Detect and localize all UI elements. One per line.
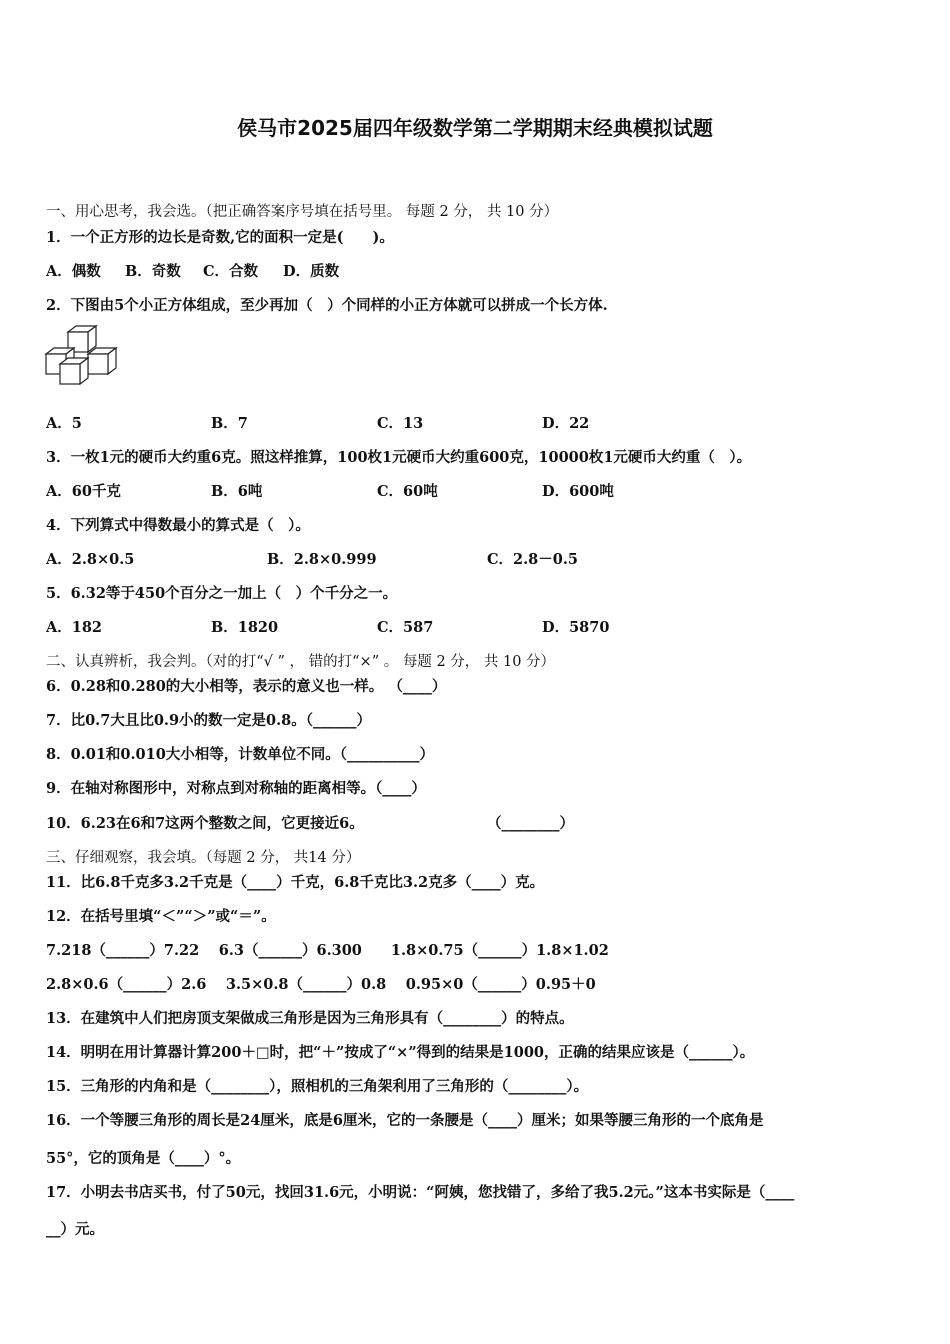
question-9: 9．在轴对称图形中，对称点到对称轴的距离相等。（____）	[46, 780, 426, 797]
section-3-heading: 三、仔细观察，我会填。（每题 2 分， 共14 分）	[46, 850, 361, 866]
question-11: 11．比6.8千克多3.2千克是（____）千克，6.8千克比3.2克多（____）克。	[46, 874, 545, 891]
q4-option-b: B．2.8×0.999	[267, 551, 377, 568]
question-15: 15．三角形的内角和是（________），照相机的三角架利用了三角形的（________）。	[46, 1078, 589, 1095]
q2-option-d: D．22	[542, 415, 590, 432]
q2-option-a: A．5	[46, 415, 82, 432]
question-16-line-1: 16．一个等腰三角形的周长是24厘米，底是6厘米，它的一条腰是（____）厘米；如果等腰三角形的一个底角是	[46, 1112, 764, 1129]
q1-option-c: C．合数	[203, 263, 259, 280]
q5-option-c: C．587	[377, 619, 434, 636]
q5-option-d: D．5870	[542, 619, 610, 636]
question-13: 13．在建筑中人们把房顶支架做成三角形是因为三角形具有（________）的特点。	[46, 1010, 574, 1027]
q5-option-b: B．1820	[211, 619, 279, 636]
q3-option-a: A．60千克	[46, 483, 121, 500]
question-16-line-2: 55°，它的顶角是（____）°。	[46, 1150, 241, 1167]
question-17-line-2: __）元。	[46, 1221, 104, 1238]
question-7: 7．比0.7大且比0.9小的数一定是0.8。（______）	[46, 712, 372, 729]
q4-option-a: A．2.8×0.5	[46, 551, 135, 568]
q5-option-a: A．182	[46, 619, 103, 636]
cubes-figure	[44, 324, 124, 388]
q1-option-a: A．偶数	[46, 263, 101, 280]
q2-option-c: C．13	[377, 415, 424, 432]
question-12: 12．在括号里填“＜”“＞”或“＝”。	[46, 908, 276, 925]
question-10: 10．6.23在6和7这两个整数之间，它更接近6。	[46, 815, 364, 832]
section-2-heading: 二、认真辨析，我会判。（对的打“√ ” ， 错的打“×” 。 每题 2 分， 共 10 分）	[46, 654, 556, 670]
q3-option-c: C．60吨	[377, 483, 438, 500]
question-1: 1．一个正方形的边长是奇数,它的面积一定是( )。	[46, 229, 394, 246]
question-6: 6．0.28和0.280的大小相等，表示的意义也一样。 （____）	[46, 678, 447, 695]
question-3: 3．一枚1元的硬币大约重6克。照这样推算，100枚1元硬币大约重600克，10000枚1元硬币大约重（ ）。	[46, 449, 752, 466]
question-8: 8．0.01和0.010大小相等，计数单位不同。（__________）	[46, 746, 435, 763]
question-2: 2．下图由5个小正方体组成，至少再加（ ）个同样的小正方体就可以拼成一个长方体.	[46, 297, 608, 314]
q12-row-1: 7.218（______）7.22 6.3（______）6.300 1.8×0.75（______）1.8×1.02	[46, 942, 609, 959]
q3-option-d: D．600吨	[542, 483, 614, 500]
q2-option-b: B．7	[211, 415, 248, 432]
question-5: 5．6.32等于450个百分之一加上（ ）个千分之一。	[46, 585, 398, 602]
q4-option-c: C．2.8－0.5	[487, 551, 578, 568]
question-4: 4．下列算式中得数最小的算式是（ ）。	[46, 517, 310, 534]
question-17-line-1: 17．小明去书店买书，付了50元，找回31.6元，小明说：“阿姨，您找错了，多给了我5.2元。”这本书实际是（____	[46, 1184, 795, 1201]
q10-answer-blank: （________）	[487, 815, 574, 832]
q12-row-2: 2.8×0.6（______）2.6 3.5×0.8（______）0.8 0.95×0（______）0.95＋0	[46, 976, 596, 993]
q1-option-d: D．质数	[283, 263, 340, 280]
question-14: 14．明明在用计算器计算200＋□时，把“＋”按成了“×”得到的结果是1000，正确的结果应该是（______）。	[46, 1044, 755, 1061]
page-title: 侯马市2025届四年级数学第二学期期末经典模拟试题	[237, 116, 713, 140]
q1-option-b: B．奇数	[125, 263, 181, 280]
q3-option-b: B．6吨	[211, 483, 263, 500]
section-1-heading: 一、用心思考，我会选。（把正确答案序号填在括号里。 每题 2 分， 共 10 分）	[46, 204, 559, 220]
